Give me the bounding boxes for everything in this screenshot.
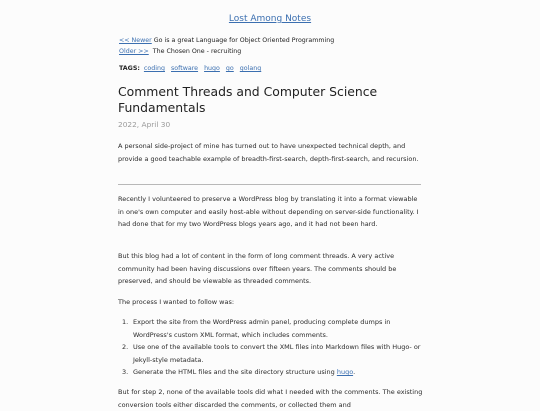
list-item-text: Export the site from the WordPress admin panel, producing complete dumps in WordPress's custom XML format, which includes comments. xyxy=(133,318,391,339)
tag-link-hugo[interactable]: hugo xyxy=(204,65,220,72)
hugo-link[interactable]: hugo xyxy=(336,368,354,376)
tags-label: TAGS: xyxy=(119,65,140,72)
newer-post-nav xyxy=(119,37,334,44)
list-item xyxy=(118,341,423,366)
paragraph-3: The process I wanted to follow was: xyxy=(118,298,235,306)
tag-link-go[interactable]: go xyxy=(225,65,234,72)
list-item xyxy=(118,366,423,379)
post-intro: A personal side-project of mine has turned out to have unexpected technical depth, and provide a good teachable example of breadth-first-search, depth-first-search, and recursion. xyxy=(118,142,419,163)
process-steps-list xyxy=(118,316,423,379)
post-date: 2022, April 30 xyxy=(118,120,171,129)
post-title: Comment Threads and Computer Science Fundamentals xyxy=(118,84,378,115)
newer-post-title: Go is a great Language for Object Oriented Programming xyxy=(153,37,335,44)
list-item xyxy=(118,316,423,341)
divider xyxy=(118,184,421,185)
list-item-text: Use one of the available tools to convert the XML files into Markdown files with Hugo- or Jekyll-style metadata. xyxy=(133,343,421,364)
paragraph-4: But for step 2, none of the available tools did what I needed with the comments. The existing conversion tools either discarded the comments, or collected them and xyxy=(118,388,423,409)
older-post-nav xyxy=(119,48,241,55)
tag-link-coding[interactable]: coding xyxy=(143,65,165,72)
tags-row xyxy=(119,65,265,72)
list-item-text: Generate the HTML files and the site directory structure using xyxy=(133,368,337,376)
paragraph-2: But this blog had a lot of content in the form of long comment threads. A very active community had been having discussions over fifteen years. The comments should be preserved, and should be viewable as threaded comments. xyxy=(118,252,397,285)
tag-link-golang[interactable]: golang xyxy=(239,65,262,72)
newer-post-link[interactable]: << Newer xyxy=(119,37,152,44)
older-post-link[interactable]: Older >> xyxy=(119,48,149,55)
older-post-title: The Chosen One - recruiting xyxy=(152,48,242,55)
list-item-text-end: . xyxy=(353,368,356,376)
tag-link-software[interactable]: software xyxy=(171,65,199,72)
list-item-number: 2. xyxy=(122,343,129,351)
list-item-number: 1. xyxy=(122,318,129,326)
list-item-number: 3. xyxy=(122,368,129,376)
paragraph-1: Recently I volunteered to preserve a WordPress blog by translating it into a format viewable in one's own computer and easily host-able without depending on server-side functionality. I had done that for my two WordPress blogs years ago, and it had not been hard. xyxy=(118,195,419,228)
site-title-link[interactable]: Lost Among Notes xyxy=(228,14,312,24)
